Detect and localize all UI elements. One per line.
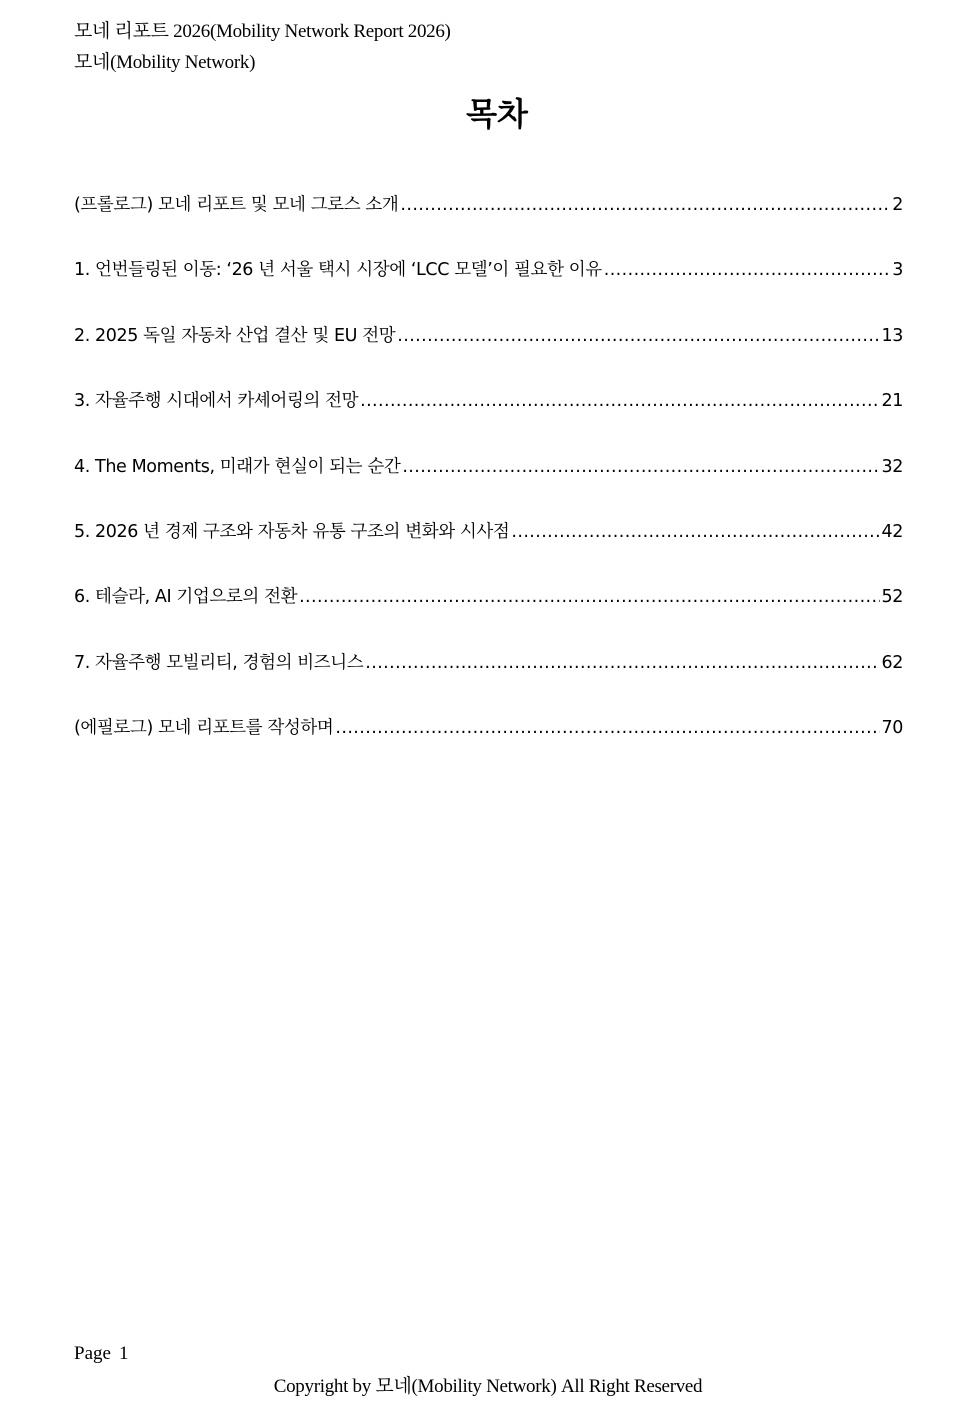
footer-page-number <box>74 1343 128 1365</box>
toc-entry[interactable] <box>74 191 903 256</box>
toc-dot-leader <box>365 653 879 673</box>
toc-entry-page-number: 13 <box>881 325 903 346</box>
toc-dot-leader <box>511 522 879 542</box>
toc-entry-label: 4. The Moments, 미래가 현실이 되는 순간 <box>74 456 401 477</box>
toc-entry-page-number: 70 <box>881 718 903 739</box>
toc-entry[interactable] <box>74 583 903 648</box>
header-organization: 모네(Mobility Network) <box>74 52 256 73</box>
toc-entry[interactable] <box>74 387 903 452</box>
toc-entry-page-number: 42 <box>881 521 903 542</box>
header-report-title: 모네 리포트 2026(Mobility Network Report 2026) <box>74 21 451 42</box>
footer-page-value: 1 <box>118 1343 129 1364</box>
toc-entry[interactable] <box>74 714 903 779</box>
toc-entry-label: (에필로그) 모네 리포트를 작성하며 <box>74 718 334 739</box>
toc-entry-label: 1. 언번들링된 이동: ‘26 년 서울 택시 시장에 ‘LCC 모델’이 필요한 이유 <box>74 260 602 281</box>
toc-dot-leader <box>402 457 879 477</box>
toc-entry-page-number: 32 <box>881 456 903 477</box>
toc-entry-page-number: 52 <box>881 587 903 608</box>
toc-dot-leader <box>400 195 890 215</box>
toc-dot-leader <box>299 587 879 607</box>
footer-copyright: Copyright by 모네(Mobility Network) All Right Reserved <box>273 1376 703 1397</box>
page-title: 목차 <box>466 95 528 133</box>
table-of-contents <box>74 191 903 780</box>
toc-entry[interactable] <box>74 518 903 583</box>
toc-dot-leader <box>335 718 879 738</box>
toc-entry-label: 5. 2026 년 경제 구조와 자동차 유통 구조의 변화와 시사점 <box>74 521 510 542</box>
toc-dot-leader <box>360 391 879 411</box>
toc-entry-label: 2. 2025 독일 자동차 산업 결산 및 EU 전망 <box>74 325 396 346</box>
toc-entry-page-number: 2 <box>892 195 903 215</box>
toc-entry-label: 6. 테슬라, AI 기업으로의 전환 <box>74 587 298 608</box>
running-header <box>74 16 451 78</box>
toc-entry-page-number: 21 <box>881 391 903 412</box>
toc-entry-page-number: 62 <box>881 652 903 673</box>
toc-dot-leader <box>397 326 879 346</box>
footer-page-label: Page <box>74 1343 111 1364</box>
toc-entry-label: 7. 자율주행 모빌리티, 경험의 비즈니스 <box>74 652 364 673</box>
toc-entry-label: 3. 자율주행 시대에서 카셰어링의 전망 <box>74 391 359 412</box>
toc-dot-leader <box>604 260 891 280</box>
toc-entry[interactable] <box>74 322 903 387</box>
toc-entry[interactable] <box>74 453 903 518</box>
toc-entry-label: (프롤로그) 모네 리포트 및 모네 그로스 소개 <box>74 195 399 215</box>
toc-entry[interactable] <box>74 649 903 714</box>
toc-entry[interactable] <box>74 256 903 321</box>
toc-entry-page-number: 3 <box>892 260 903 281</box>
